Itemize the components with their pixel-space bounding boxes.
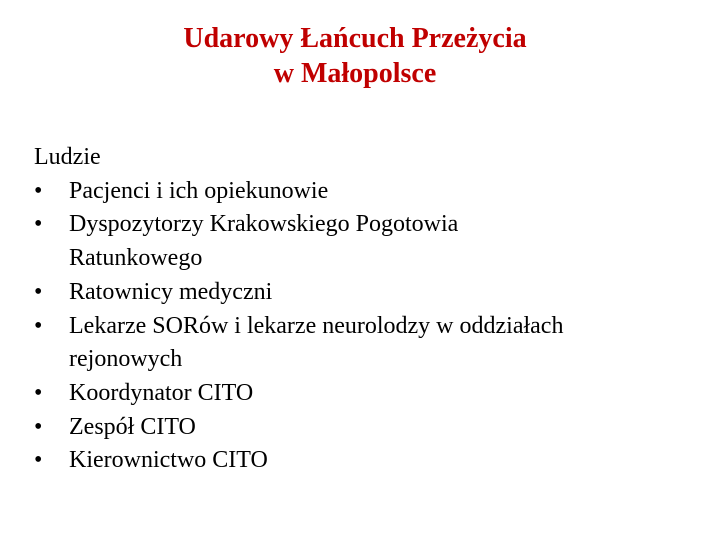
bullet-icon: • <box>34 413 43 440</box>
title-line-1: Udarowy Łańcuch Przeżycia <box>183 23 527 54</box>
title-line-2: w Małopolsce <box>273 58 437 89</box>
list-item <box>34 276 694 310</box>
list-item-text: Lekarze SORów i lekarze neurolodzy w oddziałach <box>69 312 564 339</box>
list-item <box>34 377 694 411</box>
bullet-icon: • <box>34 447 43 474</box>
list-item-text-continued: Ratunkowego <box>69 245 203 272</box>
list-item-text: Ratownicy medyczni <box>69 278 273 305</box>
list-item-text: Kierownictwo CITO <box>69 447 268 474</box>
list-item-text: Dyspozytorzy Krakowskiego Pogotowia <box>69 211 459 238</box>
list-item-text: Zespół CITO <box>69 413 196 440</box>
list-item-text-continued: rejonowych <box>69 346 183 373</box>
list-item <box>34 208 694 275</box>
slide-content <box>34 141 694 478</box>
list-item <box>34 411 694 445</box>
bullet-icon: • <box>34 278 43 305</box>
list-item-text: Koordynator CITO <box>69 379 254 406</box>
bullet-icon: • <box>34 312 43 339</box>
bullet-list <box>34 175 694 478</box>
list-item <box>34 310 694 377</box>
list-item <box>34 444 694 478</box>
list-item-text: Pacjenci i ich opiekunowie <box>69 177 329 204</box>
section-heading: Ludzie <box>34 144 101 170</box>
bullet-icon: • <box>34 211 43 238</box>
bullet-icon: • <box>34 177 43 204</box>
slide-title <box>0 21 710 91</box>
list-item <box>34 175 694 209</box>
bullet-icon: • <box>34 379 43 406</box>
